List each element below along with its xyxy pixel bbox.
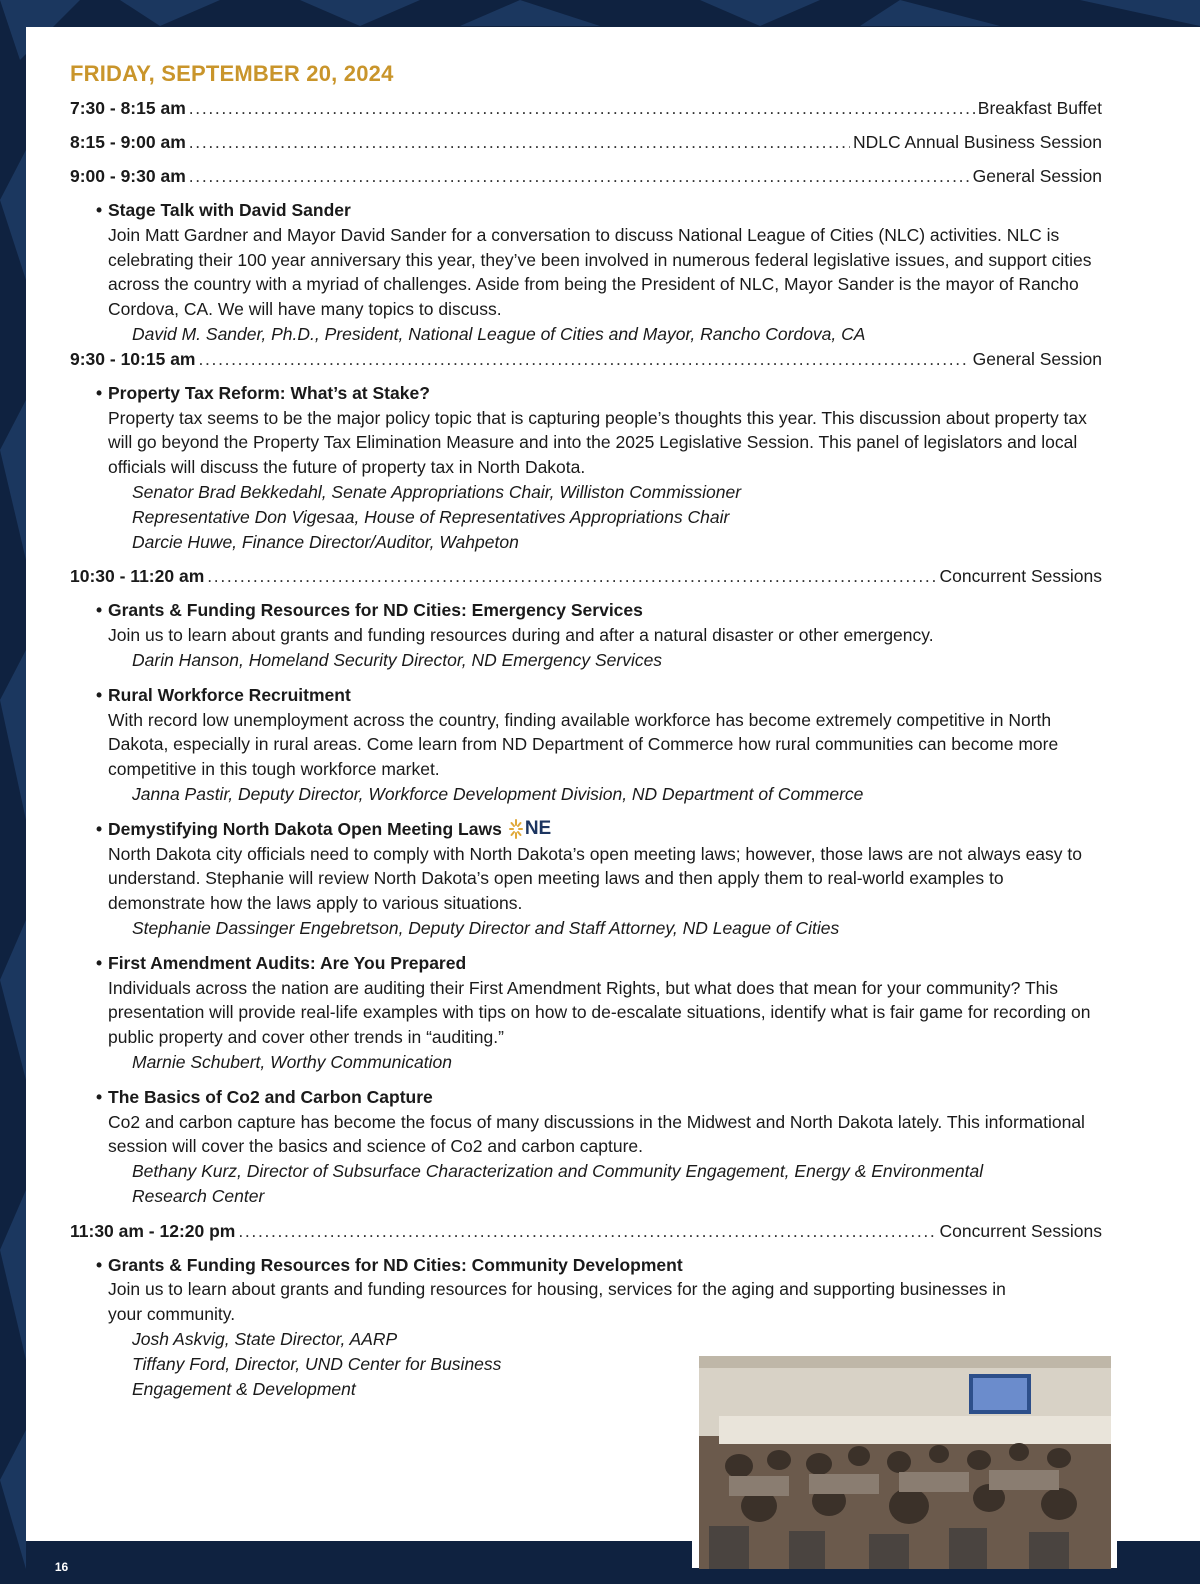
talk-title: The Basics of Co2 and Carbon Capture (108, 1086, 433, 1107)
talk-description: With record low unemployment across the country, finding available workforce has become extremely competitive in North Dakota, especially in rural areas. Come learn from ND Department of Commerce how rural communities can become more competitive in this tough workforce market. (108, 709, 1059, 780)
speaker: Representative Don Vigesaa, House of Representatives Appropriations Chair (132, 506, 730, 527)
dot-leader (207, 564, 936, 588)
time-slot (70, 1219, 1102, 1243)
time-label: 7:30 - 8:15 am (70, 98, 186, 118)
talk-title: Rural Workforce Recruitment (108, 684, 351, 705)
agenda-content (70, 60, 1102, 1411)
footer-band (1117, 1541, 1200, 1569)
speaker: Janna Pastir, Deputy Director, Workforce Development Division, ND Department of Commerce (132, 783, 864, 804)
talk (96, 381, 1102, 555)
talk-title: First Amendment Audits: Are You Prepared (108, 952, 467, 973)
sunburst-icon (508, 818, 524, 840)
talk-description: Join us to learn about grants and funding resources for housing, services for the aging and supporting businesses in your community. (108, 1279, 1006, 1325)
speaker: David M. Sander, Ph.D., President, National League of Cities and Mayor, Rancho Cordova, CA (132, 323, 866, 344)
bullet-icon: • (96, 818, 103, 839)
time-slot (70, 96, 1102, 120)
dot-leader (189, 96, 975, 120)
talk-description: Join Matt Gardner and Mayor David Sander for a conversation to discuss National League of Cities (NLC) activities. NLC is celebrating their 100 year anniversary this year, they’ve been involved in numerous federal legislative issues, and support cities across the country with a myriad of challenges. Aside from being the President of NLC, Mayor Sander is the mayor of Rancho Cordova, CA. We will have many topics to discuss. (108, 224, 1092, 320)
bullet-icon: • (96, 952, 103, 973)
session-type: Concurrent Sessions (939, 566, 1102, 587)
bullet-icon: • (96, 200, 103, 220)
speaker: Josh Askvig, State Director, AARP (132, 1329, 398, 1350)
session-type: General Session (972, 166, 1102, 186)
talk-title: Grants & Funding Resources for ND Cities: Community Development (108, 1254, 683, 1275)
time-label: 9:00 - 9:30 am (70, 166, 186, 186)
talk-title: Property Tax Reform: What’s at Stake? (108, 382, 430, 403)
footer-band (26, 1541, 692, 1569)
talk-description: Property tax seems to be the major policy topic that is capturing people’s thoughts this year. This discussion about property tax will go beyond the Property Tax Elimination Measure and into the 2025 Legislative Session. This panel of legislators and local officials will discuss the future of property tax in North Dakota. (108, 407, 1087, 478)
time-slot (70, 564, 1102, 588)
talk-title: Stage Talk with David Sander (108, 200, 351, 220)
bullet-icon: • (96, 600, 103, 621)
bullet-icon: • (96, 382, 103, 403)
bullet-icon: • (96, 1086, 103, 1107)
talk-description: Co2 and carbon capture has become the focus of many discussions in the Midwest and North Dakota lately. This informational session will cover the basics and science of Co2 and carbon capture. (108, 1111, 1085, 1157)
talk (96, 598, 1102, 672)
day-heading: FRIDAY, SEPTEMBER 20, 2024 (70, 61, 394, 86)
badge-label: NE (524, 817, 552, 839)
ne-badge (508, 817, 551, 842)
time-slot (70, 347, 1102, 371)
talk (96, 1085, 1102, 1209)
dot-leader (238, 1219, 936, 1243)
time-label: 9:30 - 10:15 am (70, 348, 196, 369)
talk-description: Join us to learn about grants and funding resources during and after a natural disaster or other emergency. (108, 625, 934, 646)
session-type: Breakfast Buffet (977, 98, 1102, 118)
bullet-icon: • (96, 1254, 103, 1275)
talk-description: Individuals across the nation are auditing their First Amendment Rights, but what does that mean for your community? This presentation will provide real-life examples with tips on how to de-escalate situations, identify what is fair game for recording on public property and cover other trends in “auditing.” (108, 977, 1091, 1048)
speaker: Tiffany Ford, Director, UND Center for Business Engagement & Development (132, 1353, 502, 1399)
time-label: 11:30 am - 12:20 pm (70, 1220, 236, 1241)
talk (96, 683, 1102, 807)
page-number: 16 (44, 1550, 79, 1569)
speaker: Darcie Huwe, Finance Director/Auditor, Wahpeton (132, 531, 519, 552)
dot-leader (189, 164, 970, 188)
conference-photo (699, 1356, 1111, 1569)
speaker: Bethany Kurz, Director of Subsurface Characterization and Community Engagement, Energy & Environmental Research Center (132, 1161, 984, 1206)
dot-leader (189, 130, 850, 154)
speaker: Senator Brad Bekkedahl, Senate Appropriations Chair, Williston Commissioner (132, 481, 742, 502)
talk-description: North Dakota city officials need to comply with North Dakota’s open meeting laws; however, those laws are not always easy to understand. Stephanie will review North Dakota’s open meeting laws and then apply them to real-world examples to demonstrate how the laws apply to various situations. (108, 843, 1083, 914)
session-type: Concurrent Sessions (939, 1220, 1102, 1241)
bullet-icon: • (96, 684, 103, 705)
time-slot (70, 164, 1102, 188)
talk (96, 198, 1102, 347)
session-type: General Session (972, 348, 1102, 369)
speaker: Stephanie Dassinger Engebretson, Deputy Director and Staff Attorney, ND League of Cities (132, 917, 840, 938)
dot-leader (199, 347, 970, 371)
speaker: Darin Hanson, Homeland Security Director, ND Emergency Services (132, 649, 663, 670)
time-label: 10:30 - 11:20 am (70, 566, 205, 587)
speaker: Marnie Schubert, Worthy Communication (132, 1051, 452, 1072)
talk-title: Demystifying North Dakota Open Meeting Laws (108, 818, 502, 839)
time-slot (70, 130, 1102, 154)
session-type: NDLC Annual Business Session (852, 132, 1102, 152)
talk (96, 817, 1102, 941)
talk-title: Grants & Funding Resources for ND Cities: Emergency Services (108, 600, 643, 621)
time-label: 8:15 - 9:00 am (70, 132, 186, 152)
talk (96, 951, 1102, 1075)
